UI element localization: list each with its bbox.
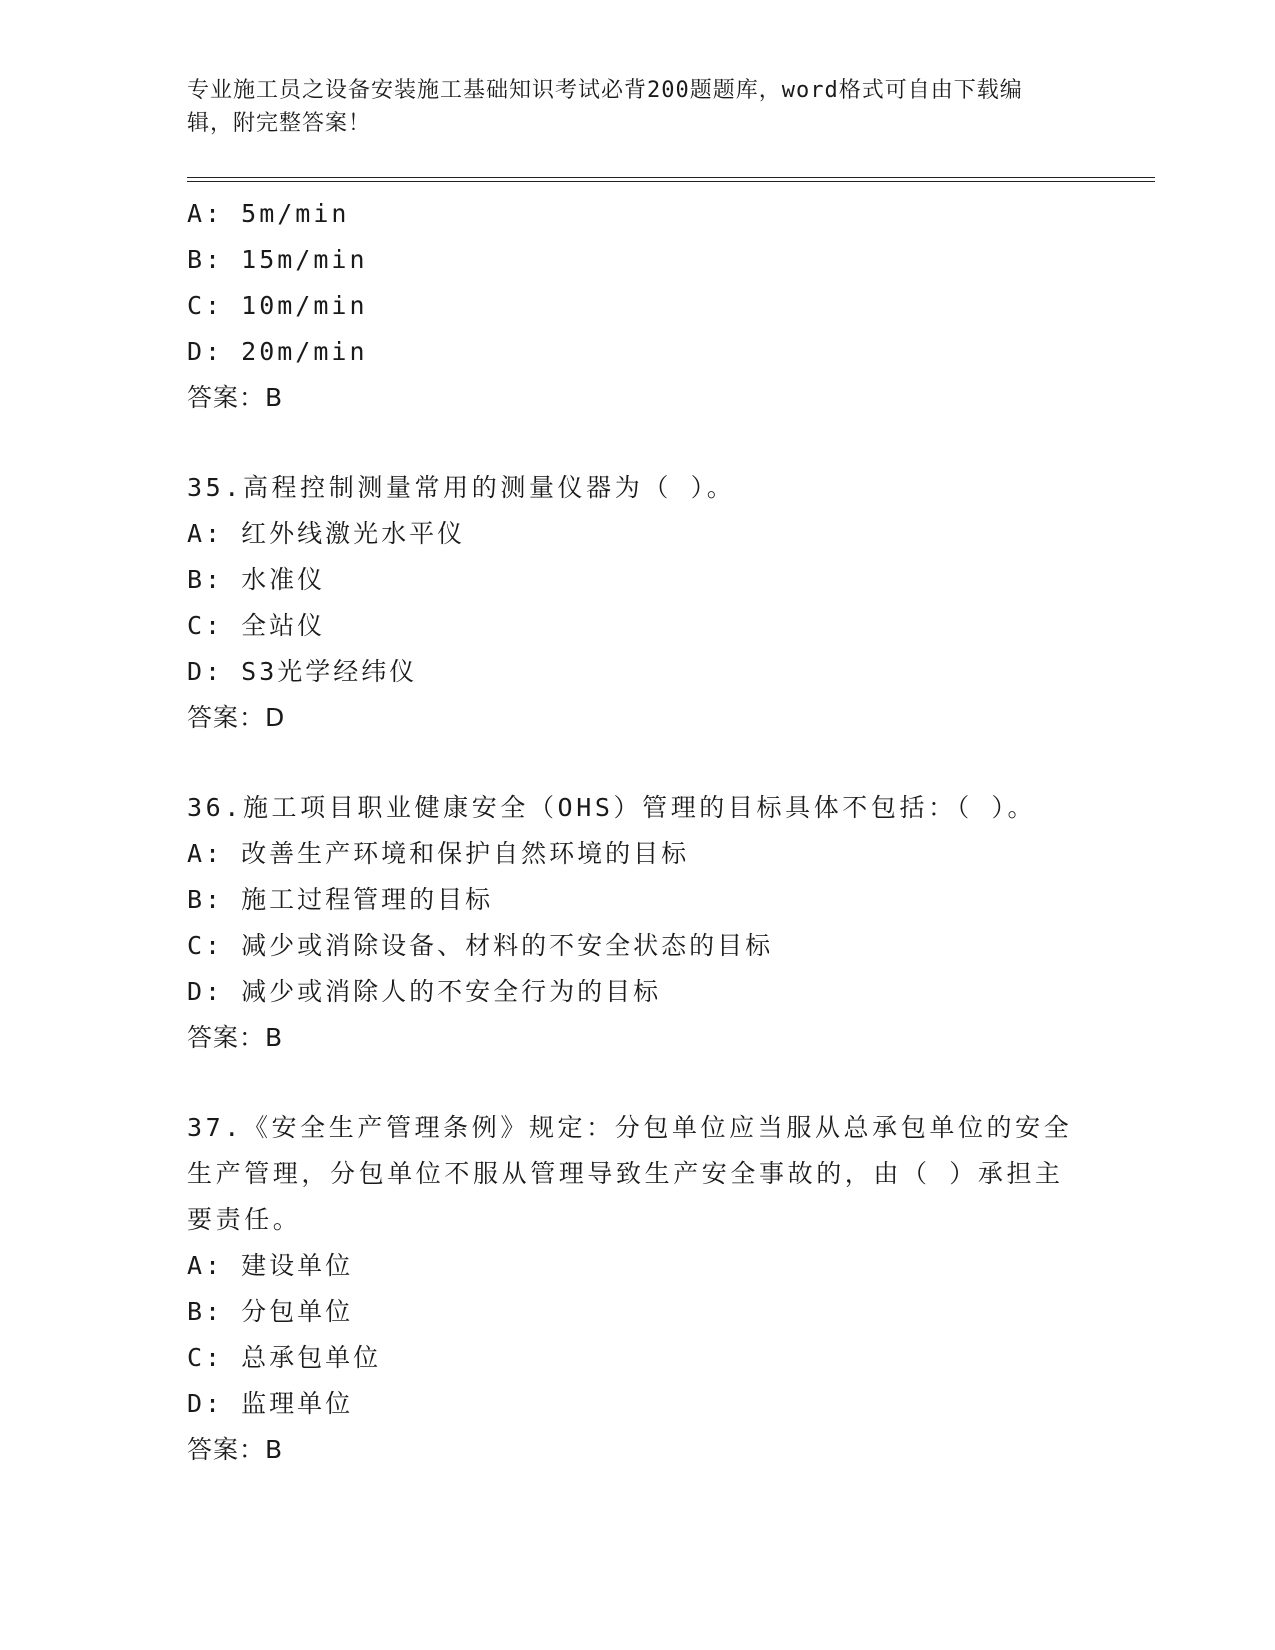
option-b: B: 分包单位 [187, 1297, 354, 1326]
option-a: A: 红外线激光水平仪 [187, 519, 466, 548]
answer: 答案：B [187, 383, 284, 412]
question-34 [187, 191, 1087, 421]
option-c: C: 减少或消除设备、材料的不安全状态的目标 [187, 931, 774, 960]
option-a: A: 建设单位 [187, 1251, 354, 1280]
question-stem: 37.《安全生产管理条例》规定：分包单位应当服从总承包单位的安全生产管理，分包单位不服从管理导致生产安全事故的，由（ ）承担主要责任。 [187, 1113, 1073, 1234]
option-a: A: 改善生产环境和保护自然环境的目标 [187, 839, 690, 868]
question-35 [187, 465, 1087, 741]
question-stem: 36.施工项目职业健康安全（OHS）管理的目标具体不包括：（ ）。 [187, 793, 1037, 822]
page-header: 专业施工员之设备安装施工基础知识考试必背200题题库，word格式可自由下载编辑，附完整答案！ [187, 78, 1023, 136]
answer: 答案：D [187, 703, 286, 732]
option-c: C: 总承包单位 [187, 1343, 382, 1372]
option-d: D: S3光学经纬仪 [187, 657, 418, 686]
question-stem: 35.高程控制测量常用的测量仪器为（ ）。 [187, 473, 736, 502]
option-b: B: 15m/min [187, 245, 368, 274]
option-c: C: 10m/min [187, 291, 368, 320]
header-divider [187, 177, 1155, 182]
answer: 答案：B [187, 1435, 284, 1464]
answer: 答案：B [187, 1023, 284, 1052]
option-c: C: 全站仪 [187, 611, 326, 640]
option-b: B: 水准仪 [187, 565, 326, 594]
option-b: B: 施工过程管理的目标 [187, 885, 494, 914]
question-list [187, 191, 1087, 1473]
question-37 [187, 1105, 1087, 1473]
option-a: A: 5m/min [187, 199, 350, 228]
option-d: D: 监理单位 [187, 1389, 354, 1418]
option-d: D: 减少或消除人的不安全行为的目标 [187, 977, 662, 1006]
option-d: D: 20m/min [187, 337, 368, 366]
question-36 [187, 785, 1087, 1061]
